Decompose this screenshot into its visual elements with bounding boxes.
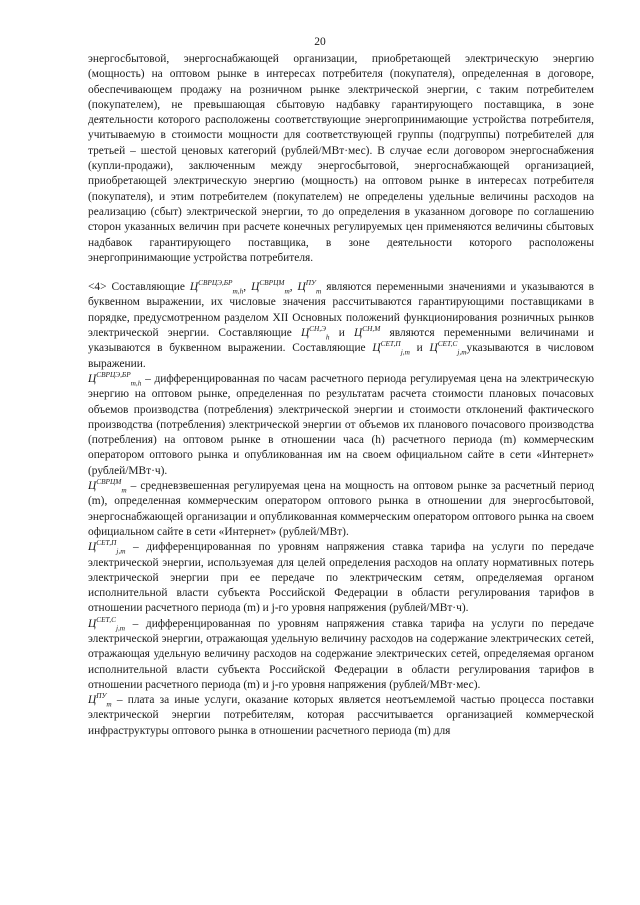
definition-text: – дифференцированная по часам расчетного периода регулируемая цена на электрическую энергию на оптовом рынке, определенная по результатам расчета стоимости плановых почасовых объемов производства (потребления) электрической энергии и стоимости отклонений фактического производства (потребления) электрической энергии от объемов их планового почасового производства (потребления) на оптовом рынке в отношении часа (h) расчетного периода (m) коммерческим оператором оптового рынка и опубликованная им на своем официальном сайте в сети «Интернет» (рублей/МВт·ч). bbox=[88, 372, 594, 477]
conjunction: и bbox=[416, 342, 423, 355]
formula-symbol: $Ц^{СВРЦЭ,БР}_{m,h}$ bbox=[88, 370, 142, 388]
note-4-text-2: являются переменными величинами и указываются в буквенном выражении. bbox=[88, 327, 594, 355]
paragraph-gap bbox=[88, 266, 594, 280]
definition-text: – дифференцированная по уровням напряжения ставка тарифа на услуги по передаче электрической энергии, используемая для целей определения расходов на оплату нормативных потерь электрической энергии при ее передаче по электрическим сетям, определяемая органом исполнительной власти субъекта Российской Федерации в области регулирования тарифов в отношении расчетного периода (m) и j-го уровня напряжения (рублей/МВт·ч). bbox=[88, 541, 594, 615]
formula-symbol: $Ц^{ПУ}_m$ bbox=[88, 691, 112, 709]
conjunction: и bbox=[338, 327, 345, 340]
formula-symbol: $Ц^{ПУ}_m$ bbox=[297, 278, 322, 296]
formula-symbol: $Ц^{СЕТ,С}_{j,m}$ bbox=[88, 614, 126, 632]
definition-network-tariff bbox=[88, 614, 594, 693]
note-4-lead: <4> Составляющие bbox=[88, 281, 185, 294]
definition-text: – средневзвешенная регулируемая цена на мощность на оптовом рынке за расчетный период (m), определенная коммерческим оператором оптового рынка в отношении для энергосбытовой, энергоснабжающей организации и опубликованная коммерческим оператором оптового рынка на своем официальном сайте в сети «Интернет» (рублей/МВт). bbox=[88, 480, 594, 538]
formula-symbol: $Ц^{СВРЦЭ,БР}_{m,h}$ bbox=[189, 278, 244, 296]
definition-capacity-price bbox=[88, 479, 594, 540]
formula-symbol: $Ц^{СВРЦМ}_m$ bbox=[88, 477, 127, 495]
definition-other-services bbox=[88, 693, 594, 739]
formula-symbol: $Ц^{СЕТ,П}_{j,m}$ bbox=[88, 538, 126, 556]
paragraph-sales-margin: энергосбытовой, энергоснабжающей организации, приобретающей электрическую энергию (мощность) на оптовом рынке в интересах потребителя (покупателя), определенная в договоре, обеспечивающем продажу на розничном рынке электрической энергии, с таким потребителем (покупателем), не превышающая сбытовую надбавку гарантирующего поставщика, в зоне деятельности которого расположены соответствующие энергопринимающие устройства потребителя, учитываемую в стоимости мощности для соответствующей группы (подгруппы) потребителей для третьей – шестой ценовых категорий (рублей/МВт·мес). В случае если договором энергоснабжения (купли-продажи), заключенным между энергосбытовой, энергоснабжающей организацией, приобретающей электрическую энергию (мощность) на оптовом рынке в интересах потребителя (покупателя), и этим потребителем (покупателем) не определены удельные величины расходов на реализацию (сбыт) электрической энергии, то до определения в указанном договоре по соглашению сторон указанных величин при расчете конечных регулируемых цен применяются величины сбытовых надбавок гарантирующего поставщика, в зоне деятельности которого расположены энергопринимающие устройства потребителя. bbox=[88, 53, 594, 264]
definition-text: – дифференцированная по уровням напряжения ставка тарифа на услуги по передаче электрической энергии, отражающая удельную величину расходов на содержание электрических сетей, отражающая удельную величину расходов на содержание электрических сетей, определяемая органом исполнительной власти субъекта Российской Федерации в области регулирования тарифов в отношении расчетного периода (m) и j-го уровня напряжения (рублей/МВт·мес). bbox=[88, 617, 594, 691]
note-4-lead-3: Составляющие bbox=[292, 342, 366, 355]
note-4-paragraph: <4> Составляющие $Ц^{СВРЦЭ,БР}_{m,h}$, $Ц^{СВРЦМ}_m$, $Ц^{ПУ}_m$ являются переменными значениями и указываются в буквенном выражении, их числовые значения рассчитываются гарантирующими поставщиками в порядке, предусмотренном разделом XII Основных положений функционирования розничных рынков электрической энергии. Составляющие $Ц^{СН,Э}_h$ и $Ц^{СН,М}$ являются переменными величинами и указываются в буквенном выражении. Составляющие $Ц^{СЕТ,П}_{j,m}$ и $Ц^{СЕТ,С}_{j,m}указываются$ в числовом выражении. bbox=[88, 278, 594, 370]
page-number: 20 bbox=[314, 36, 326, 48]
formula-symbol: $Ц^{СЕТ,П}_{j,m}$ bbox=[372, 339, 410, 357]
definition-losses-tariff bbox=[88, 540, 594, 616]
note-4-text-3: указываются в числовом выражении. bbox=[88, 342, 594, 370]
formula-symbol: $Ц^{СН,М}$ bbox=[354, 324, 381, 340]
formula-symbol: $Ц^{СВРЦМ}_m$ bbox=[251, 278, 290, 296]
formula-symbol: $Ц^{СЕТ,С}_{j,m}$ bbox=[429, 339, 467, 357]
document-body bbox=[88, 38, 594, 739]
formula-symbol: $Ц^{СН,Э}_h$ bbox=[300, 324, 330, 342]
definition-hourly-price bbox=[88, 372, 594, 479]
note-4-text: являются переменными значениями и указываются в буквенном выражении, их числовые значения рассчитываются гарантирующими поставщиками в порядке, предусмотренном разделом XII Основных положений функционирования розничных рынков электрической энергии. Составляющие bbox=[88, 281, 594, 340]
definition-text: – плата за иные услуги, оказание которых является неотъемлемой частью процесса поставки электрической энергии потребителям, которая рассчитывается организацией коммерческой инфраструктуры оптового рынка в отношении расчетного периода (m) для bbox=[88, 694, 594, 737]
